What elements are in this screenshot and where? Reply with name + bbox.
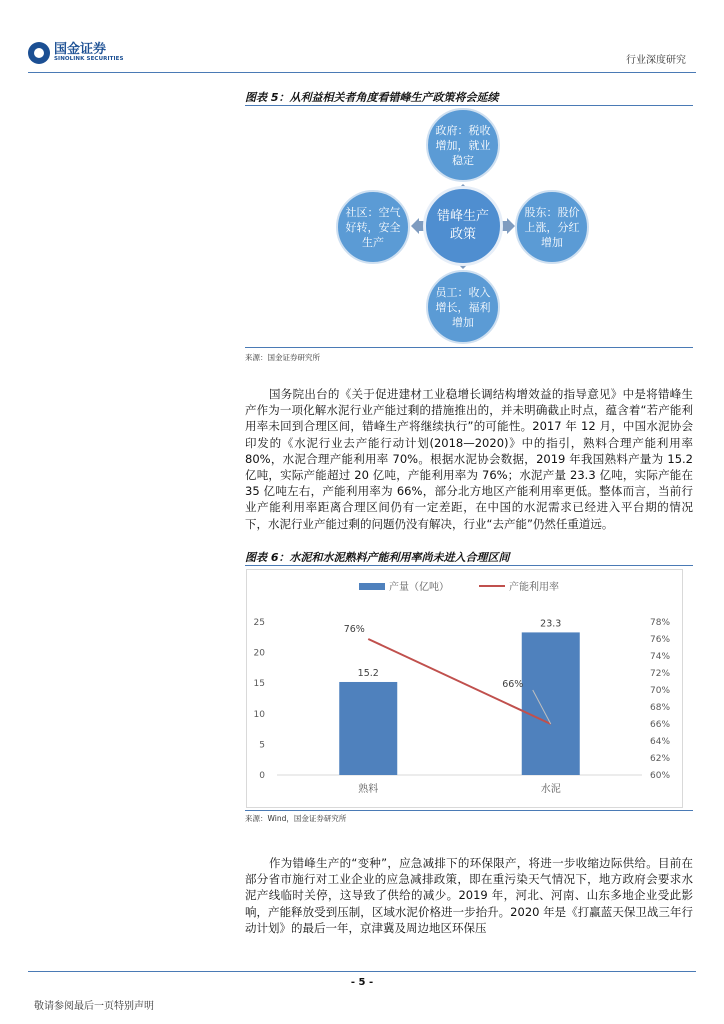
bar-data-label: 23.3 (540, 618, 562, 630)
paragraph-2-text: 作为错峰生产的“变种”，应急减排下的环保限产，将进一步收缩边际供给。目前在部分省市施行对工业企业的应急减排政策，即在重污染天气情况下，地方政府会要求水泥产线临时关停，这导致了供给的减少。2019 年，河北、河南、山东多地企业受此影响，产能释放受到压制，区域水泥价格进一步抬升。2020 年是《打赢蓝天保卫战三年行动计划》的最后一年，京津冀及周边地区环保压 (245, 856, 693, 935)
right-bubble-text: 股东：股价上涨，分红增加 (524, 205, 580, 249)
top-bubble (426, 108, 500, 182)
legend-bar-label: 产量（亿吨） (389, 582, 449, 593)
y-right-tick-label: 76% (650, 635, 671, 645)
y-left-tick-label: 5 (259, 740, 265, 751)
left-bubble-text: 社区：空气好转，安全生产 (345, 205, 401, 249)
bottom-bubble (426, 270, 500, 344)
figure6-chart (246, 569, 683, 808)
body-paragraph-1 (245, 386, 693, 532)
y-right-tick-label: 62% (650, 754, 671, 764)
logo-mark-icon (28, 42, 50, 64)
top-bubble-text: 政府：税收增加，就业稳定 (435, 123, 491, 167)
chart-canvas (247, 570, 682, 807)
figure6-source: 来源：Wind，国金证券研究所 (245, 814, 347, 823)
y-left-tick-label: 10 (253, 709, 265, 720)
figure6-bottom-rule (245, 810, 693, 811)
y-right-tick-label: 78% (650, 618, 671, 628)
legend-bar-swatch (359, 583, 385, 590)
bar-1 (522, 632, 580, 775)
center-bubble (423, 186, 503, 266)
center-bubble-text: 错峰生产政策 (437, 209, 490, 242)
arrow-right-icon (501, 218, 515, 234)
y-right-tick-label: 64% (650, 737, 671, 747)
y-left-tick-label: 15 (253, 679, 265, 690)
bottom-bubble-text: 员工：收入增长，福利增加 (435, 285, 491, 329)
logo-text-cn: 国金证券 (54, 42, 107, 57)
figure5-title: 图表 5：从利益相关者角度看错峰生产政策将会延续 (245, 91, 499, 104)
x-category-label: 熟料 (358, 784, 379, 795)
line-data-label: 76% (343, 624, 365, 635)
legend-line-label: 产能利用率 (509, 582, 559, 593)
bar-0 (339, 682, 397, 775)
y-right-tick-label: 60% (650, 771, 671, 781)
page-number: - 5 - (350, 977, 374, 988)
report-section: 行业深度研究 (626, 55, 686, 66)
figure6-top-rule (245, 565, 693, 566)
footer-divider (28, 971, 696, 972)
line-data-label: 66% (502, 679, 524, 690)
paragraph-1-text: 国务院出台的《关于促进建材工业稳增长调结构增效益的指导意见》中是将错峰生产作为一项化解水泥行业产能过剩的措施推出的，并未明确截止时点，蕴含着“若产能利用率未回到合理区间，错峰生产将继续执行”的可能性。2017 年 12 月，中国水泥协会印发的《水泥行业去产能行动计划(2018—2020)》中的指引，熟料合理产能利用率 80%，水泥合理产能利用率 70%。根据水泥协会数据，2019 年我国熟料产量为 15.2 亿吨，实际产能超过 20 亿吨，产能利用率为 76%；水泥产量 23.3 亿吨，实际产能在 35 亿吨左右，产能利用率为 66%，部分北方地区产能利用率更低。整体而言，当前行业产能利用率距离合理区间仍有一定差距，在中国的水泥需求已经进入平台期的情况下，水泥行业产能过剩的问题仍没有解决，行业“去产能”仍然任重道远。 (245, 387, 693, 531)
y-left-tick-label: 0 (259, 771, 265, 781)
y-left-tick-label: 25 (253, 618, 265, 628)
x-category-label: 水泥 (540, 784, 561, 795)
header-divider (28, 72, 696, 73)
figure5-diagram (245, 106, 693, 346)
right-bubble (515, 190, 589, 264)
y-right-tick-label: 72% (650, 669, 671, 679)
figure5-source: 来源：国金证券研究所 (245, 353, 320, 362)
logo-text-en: SINOLINK SECURITIES (54, 56, 124, 62)
figure5-bottom-rule (245, 347, 693, 348)
left-bubble (336, 190, 410, 264)
y-right-tick-label: 74% (650, 652, 671, 662)
y-left-tick-label: 20 (253, 648, 265, 659)
body-paragraph-2 (245, 855, 693, 936)
bar-data-label: 15.2 (357, 667, 379, 679)
y-right-tick-label: 68% (650, 703, 671, 713)
y-right-tick-label: 70% (650, 686, 671, 696)
y-right-tick-label: 66% (650, 720, 671, 730)
company-logo (28, 40, 138, 66)
figure6-title: 图表 6：水泥和水泥熟料产能利用率尚未进入合理区间 (245, 551, 510, 564)
footer-disclaimer: 敬请参阅最后一页特别声明 (34, 1001, 154, 1012)
